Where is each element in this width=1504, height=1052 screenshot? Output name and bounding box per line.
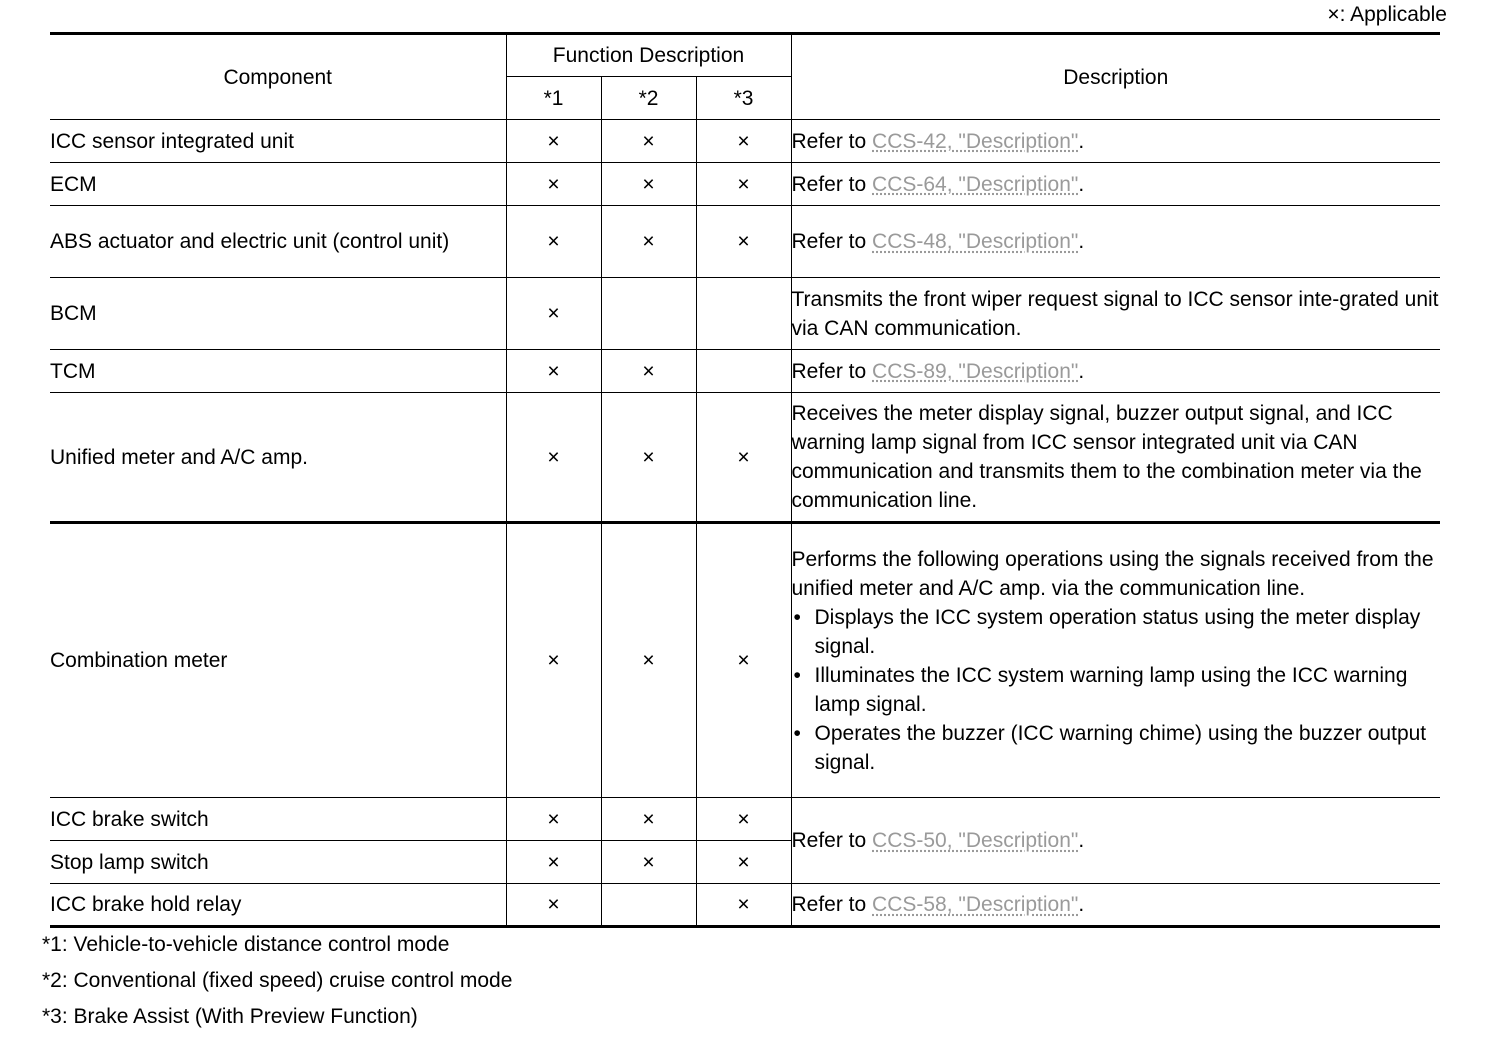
reference-link[interactable]: CCS-42, "Description": [872, 129, 1079, 153]
table-row: [50, 798, 1440, 841]
f1-mark: ×: [506, 798, 601, 841]
component-name: Unified meter and A/C amp.: [50, 393, 506, 523]
f2-mark: ×: [601, 393, 696, 523]
component-name: ABS actuator and electric unit (control unit): [50, 206, 506, 278]
header-function-description: Function Description: [506, 34, 791, 77]
footnote: *2: Conventional (fixed speed) cruise control mode: [42, 969, 513, 992]
component-name: Combination meter: [50, 523, 506, 798]
refer-prefix: Refer to: [791, 172, 873, 196]
refer-prefix: Refer to: [791, 359, 873, 383]
description-text: Performs the following operations using the signals received from the unified meter and A/C amp. via the communication line.: [791, 547, 1434, 600]
description-text: Receives the meter display signal, buzzer output signal, and ICC warning lamp signal from ICC sensor integrated unit via CAN communication and transmits them to the combination meter via the communication line.: [791, 393, 1440, 523]
f2-mark: [601, 884, 696, 927]
f1-mark: ×: [506, 163, 601, 206]
component-name: ICC brake hold relay: [50, 884, 506, 927]
description-cell: [791, 884, 1440, 927]
refer-suffix: .: [1078, 829, 1085, 852]
header-f1: *1: [506, 77, 601, 120]
refer-prefix: Refer to: [791, 893, 873, 916]
component-name: TCM: [50, 350, 506, 393]
reference-link[interactable]: CCS-64, "Description": [872, 172, 1079, 196]
header-component: Component: [50, 34, 506, 120]
list-item: • Displays the ICC system operation status using the meter display signal.: [792, 603, 1441, 661]
list-item: • Operates the buzzer (ICC warning chime) using the buzzer output signal.: [792, 719, 1441, 777]
refer-prefix: Refer to: [791, 230, 873, 253]
description-cell: [791, 798, 1440, 884]
footnote: *3: Brake Assist (With Preview Function): [42, 1005, 418, 1028]
description-text: Transmits the front wiper request signal to ICC sensor inte-grated unit via CAN communication.: [791, 278, 1440, 350]
f1-mark: ×: [506, 841, 601, 884]
f3-mark: ×: [696, 393, 791, 523]
f2-mark: ×: [601, 350, 696, 393]
f1-mark: ×: [506, 523, 601, 798]
operation-list: [792, 603, 1441, 777]
refer-prefix: Refer to: [791, 829, 873, 852]
description-cell: [791, 523, 1440, 798]
f3-mark: ×: [696, 163, 791, 206]
f2-mark: ×: [601, 120, 696, 163]
component-name: BCM: [50, 278, 506, 350]
footnotes: [42, 930, 512, 1038]
component-name: ECM: [50, 163, 506, 206]
f2-mark: ×: [601, 206, 696, 278]
refer-suffix: .: [1078, 359, 1085, 383]
table-row: [50, 278, 1440, 350]
f3-mark: ×: [696, 841, 791, 884]
reference-link[interactable]: CCS-58, "Description": [872, 893, 1079, 916]
f3-mark: ×: [696, 206, 791, 278]
f2-mark: [601, 278, 696, 350]
description-cell: [791, 120, 1440, 163]
f1-mark: ×: [506, 120, 601, 163]
f1-mark: ×: [506, 278, 601, 350]
reference-link[interactable]: CCS-89, "Description": [872, 359, 1079, 383]
component-name: ICC sensor integrated unit: [50, 120, 506, 163]
f1-mark: ×: [506, 350, 601, 393]
description-cell: [791, 163, 1440, 206]
table-row: [50, 523, 1440, 798]
description-cell: [791, 350, 1440, 393]
refer-suffix: .: [1078, 129, 1085, 153]
f1-mark: ×: [506, 884, 601, 927]
footnote: *1: Vehicle-to-vehicle distance control mode: [42, 933, 450, 956]
reference-link[interactable]: CCS-48, "Description": [872, 230, 1079, 253]
table-row: [50, 206, 1440, 278]
refer-prefix: Refer to: [791, 129, 873, 153]
f3-mark: [696, 350, 791, 393]
f1-mark: ×: [506, 206, 601, 278]
table-row: [50, 120, 1440, 163]
f2-mark: ×: [601, 163, 696, 206]
list-item: • Illuminates the ICC system warning lamp using the ICC warning lamp signal.: [792, 661, 1441, 719]
reference-link[interactable]: CCS-50, "Description": [872, 829, 1079, 852]
f2-mark: ×: [601, 841, 696, 884]
f3-mark: [696, 278, 791, 350]
refer-suffix: .: [1078, 893, 1085, 916]
table-row: [50, 350, 1440, 393]
f3-mark: ×: [696, 884, 791, 927]
header-f2: *2: [601, 77, 696, 120]
component-name: ICC brake switch: [50, 798, 506, 841]
f1-mark: ×: [506, 393, 601, 523]
refer-suffix: .: [1078, 230, 1085, 253]
f2-mark: ×: [601, 798, 696, 841]
component-table: [50, 32, 1440, 928]
applicable-legend: ×: Applicable: [1327, 3, 1447, 26]
f3-mark: ×: [696, 523, 791, 798]
header-f3: *3: [696, 77, 791, 120]
f3-mark: ×: [696, 120, 791, 163]
component-name: Stop lamp switch: [50, 841, 506, 884]
f2-mark: ×: [601, 523, 696, 798]
f3-mark: ×: [696, 798, 791, 841]
table-row: [50, 884, 1440, 927]
refer-suffix: .: [1078, 172, 1085, 196]
table-row: [50, 393, 1440, 523]
description-cell: [791, 206, 1440, 278]
header-description: Description: [791, 34, 1440, 120]
table-row: [50, 163, 1440, 206]
